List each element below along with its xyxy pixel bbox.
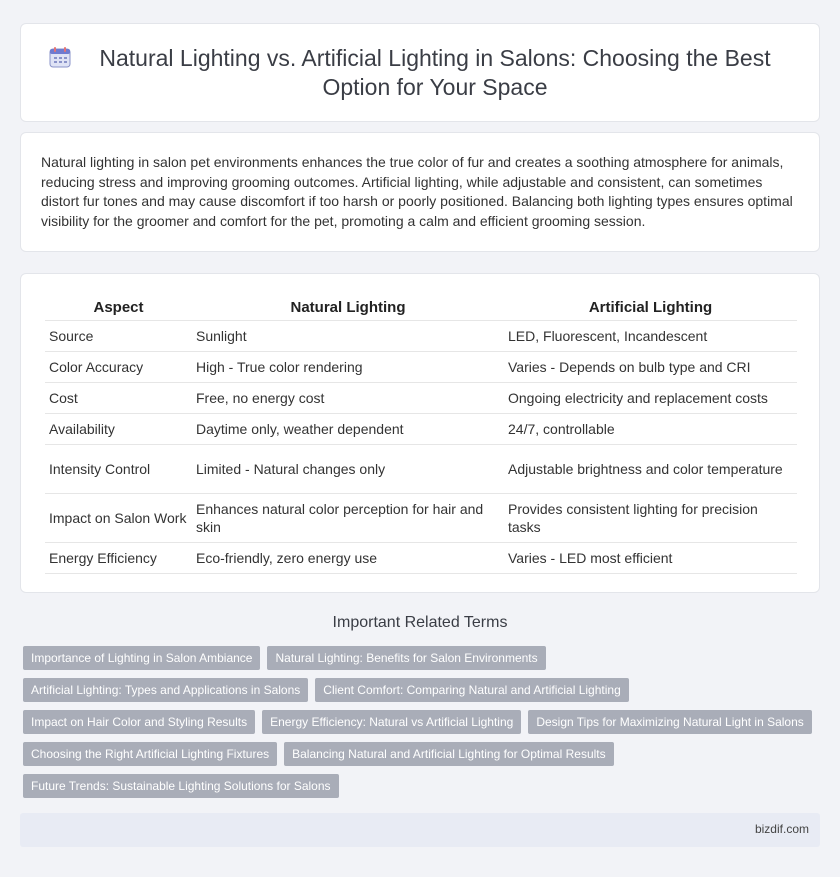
cell-artificial: Adjustable brightness and color temperature xyxy=(504,444,797,493)
table-row xyxy=(45,320,797,351)
tag-row xyxy=(23,774,823,798)
cell-aspect: Source xyxy=(45,320,192,351)
tag-row xyxy=(23,646,823,670)
related-term-tag[interactable]: Energy Efficiency: Natural vs Artificial Lighting xyxy=(262,710,521,734)
related-term-tag[interactable]: Balancing Natural and Artificial Lighting for Optimal Results xyxy=(284,742,614,766)
related-term-tag[interactable]: Impact on Hair Color and Styling Results xyxy=(23,710,255,734)
cell-artificial: LED, Fluorescent, Incandescent xyxy=(504,320,797,351)
footer xyxy=(20,813,820,847)
comparison-card xyxy=(20,273,820,593)
cell-artificial: 24/7, controllable xyxy=(504,413,797,444)
intro-card xyxy=(20,132,820,252)
cell-aspect: Availability xyxy=(45,413,192,444)
table-row xyxy=(45,444,797,493)
comparison-table xyxy=(45,294,797,574)
cell-artificial: Varies - Depends on bulb type and CRI xyxy=(504,351,797,382)
related-term-tag[interactable]: Importance of Lighting in Salon Ambiance xyxy=(23,646,260,670)
cell-artificial: Ongoing electricity and replacement costs xyxy=(504,382,797,413)
related-term-tag[interactable]: Future Trends: Sustainable Lighting Solutions for Salons xyxy=(23,774,339,798)
cell-natural: Limited - Natural changes only xyxy=(192,444,504,493)
cell-aspect: Cost xyxy=(45,382,192,413)
tag-row xyxy=(23,742,823,766)
tag-row xyxy=(23,710,823,734)
cell-natural: High - True color rendering xyxy=(192,351,504,382)
cell-natural: Sunlight xyxy=(192,320,504,351)
cell-aspect: Intensity Control xyxy=(45,444,192,493)
related-terms-list xyxy=(23,646,823,806)
related-term-tag[interactable]: Client Comfort: Comparing Natural and Artificial Lighting xyxy=(315,678,628,702)
cell-artificial: Varies - LED most efficient xyxy=(504,542,797,573)
cell-natural: Daytime only, weather dependent xyxy=(192,413,504,444)
cell-natural: Enhances natural color perception for hair and skin xyxy=(192,493,504,542)
cell-aspect: Energy Efficiency xyxy=(45,542,192,573)
related-terms-title: Important Related Terms xyxy=(332,614,508,631)
related-term-tag[interactable]: Natural Lighting: Benefits for Salon Environments xyxy=(267,646,545,670)
table-row xyxy=(45,413,797,444)
cell-natural: Eco-friendly, zero energy use xyxy=(192,542,504,573)
site-name[interactable]: bizdif.com xyxy=(754,822,809,836)
cell-aspect: Color Accuracy xyxy=(45,351,192,382)
table-row xyxy=(45,351,797,382)
tag-row xyxy=(23,678,823,702)
related-term-tag[interactable]: Choosing the Right Artificial Lighting Fixtures xyxy=(23,742,277,766)
cell-artificial: Provides consistent lighting for precision tasks xyxy=(504,493,797,542)
header-aspect: Aspect xyxy=(45,294,192,320)
header-card xyxy=(20,23,820,122)
page-title: Natural Lighting vs. Artificial Lighting in Salons: Choosing the Best Option for Your Space xyxy=(99,44,771,100)
table-row xyxy=(45,493,797,542)
cell-aspect: Impact on Salon Work xyxy=(45,493,192,542)
table-row xyxy=(45,382,797,413)
cell-natural: Free, no energy cost xyxy=(192,382,504,413)
table-header-row xyxy=(45,294,797,320)
related-term-tag[interactable]: Artificial Lighting: Types and Applications in Salons xyxy=(23,678,308,702)
related-term-tag[interactable]: Design Tips for Maximizing Natural Light in Salons xyxy=(528,710,811,734)
header-artificial: Artificial Lighting xyxy=(504,294,797,320)
table-row xyxy=(45,542,797,573)
header-natural: Natural Lighting xyxy=(192,294,504,320)
intro-paragraph: Natural lighting in salon pet environments enhances the true color of fur and creates a soothing atmosphere for animals, reducing stress and improving grooming outcomes. Artificial lighting, while adjustable and consistent, can sometimes distort fur tones and may cause discomfort if too harsh or poorly positioned. Balancing both lighting types ensures optimal visibility for the groomer and comfort for the pet, promoting a calm and efficient grooming session. xyxy=(41,154,793,229)
